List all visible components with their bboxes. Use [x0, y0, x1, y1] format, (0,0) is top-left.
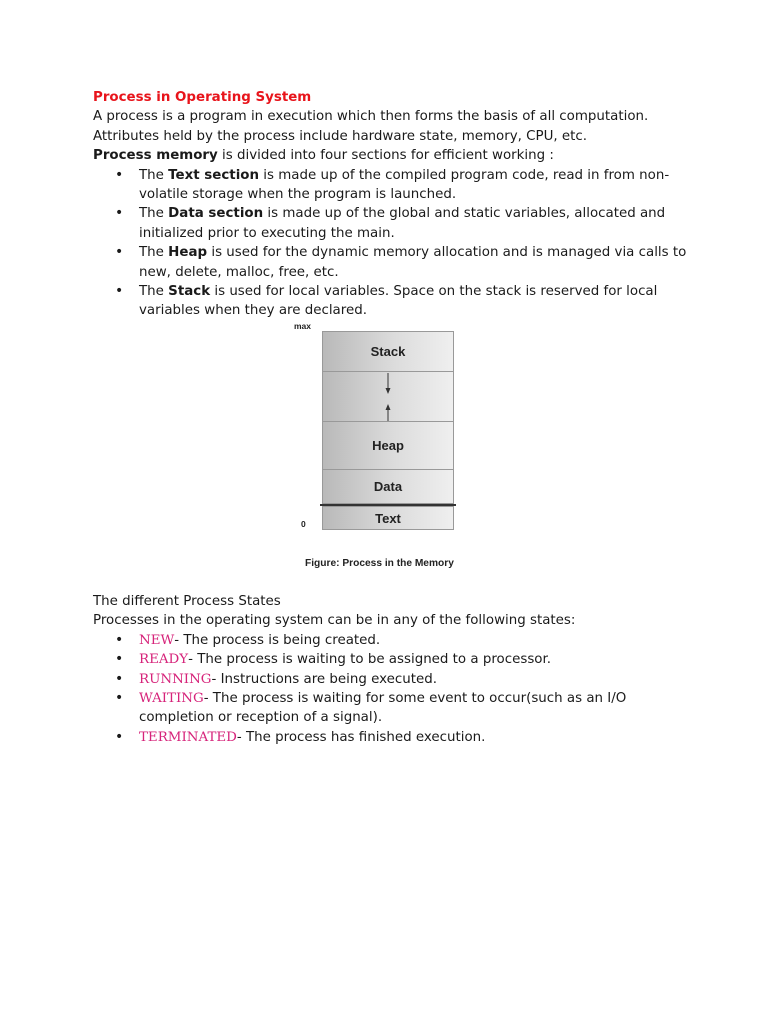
memory-lead [93, 146, 693, 165]
item-term: Stack [168, 284, 211, 300]
list-item [139, 282, 693, 321]
data-segment: Data [322, 469, 454, 504]
item-prefix: The [139, 284, 169, 300]
max-label: max [294, 321, 312, 331]
memory-sections-list [93, 166, 693, 321]
list-item [139, 689, 693, 728]
states-intro: Processes in the operating system can be in any of the following states: [93, 613, 576, 629]
list-item [139, 166, 693, 205]
item-term: Heap [168, 245, 208, 261]
state-description: - Instructions are being executed. [211, 671, 437, 687]
list-item [139, 204, 693, 243]
state-description: - The process is being created. [174, 632, 381, 648]
arrow-up-icon [385, 404, 391, 422]
states-heading: The different Process States [93, 594, 281, 609]
page-title: Process in Operating System [93, 90, 312, 105]
state-name: TERMINATED [139, 729, 237, 745]
list-item [139, 728, 693, 747]
document-body [93, 88, 693, 321]
item-prefix: The [139, 206, 169, 222]
list-item [139, 650, 693, 669]
state-name: READY [139, 652, 189, 668]
item-prefix: The [139, 245, 169, 261]
state-description: - The process is waiting for some event to occur(such as an I/O completion or reception of a signal). [139, 691, 627, 726]
item-term: Text section [168, 167, 260, 183]
state-description: - The process has finished execution. [236, 729, 486, 745]
arrow-down-icon [385, 373, 391, 394]
list-item [139, 631, 693, 650]
state-name: RUNNING [139, 671, 212, 687]
memory-lead-rest: is divided into four sections for efficient working : [217, 148, 554, 164]
item-description: is used for the dynamic memory allocation and is managed via calls to new, delete, malloc, free, etc. [139, 245, 687, 280]
process-states-section [93, 592, 693, 747]
state-name: NEW [139, 632, 175, 648]
states-list [93, 631, 693, 747]
state-description: - The process is waiting to be assigned to a processor. [188, 652, 552, 668]
memory-lead-bold: Process memory [93, 148, 218, 164]
item-prefix: The [139, 167, 169, 183]
text-segment: Text [322, 506, 454, 530]
intro-paragraph-2: Attributes held by the process include hardware state, memory, CPU, etc. [93, 128, 588, 144]
stack-segment: Stack [322, 331, 454, 372]
item-description: is made up of the compiled program code, read in from non-volatile storage when the program is launched. [139, 167, 670, 203]
process-memory-figure [280, 318, 500, 578]
item-term: Data section [168, 206, 264, 222]
zero-label: 0 [301, 519, 306, 529]
list-item [139, 243, 693, 282]
intro-paragraph-1: A process is a program in execution which then forms the basis of all computation. [93, 109, 649, 125]
item-description: is used for local variables. Space on the stack is reserved for local variables when they are declared. [139, 284, 658, 319]
heap-segment: Heap [322, 421, 454, 470]
figure-caption: Figure: Process in the Memory [305, 558, 454, 569]
item-description: is made up of the global and static variables, allocated and initialized prior to executing the main. [139, 206, 666, 241]
list-item [139, 670, 693, 689]
state-name: WAITING [139, 691, 204, 707]
